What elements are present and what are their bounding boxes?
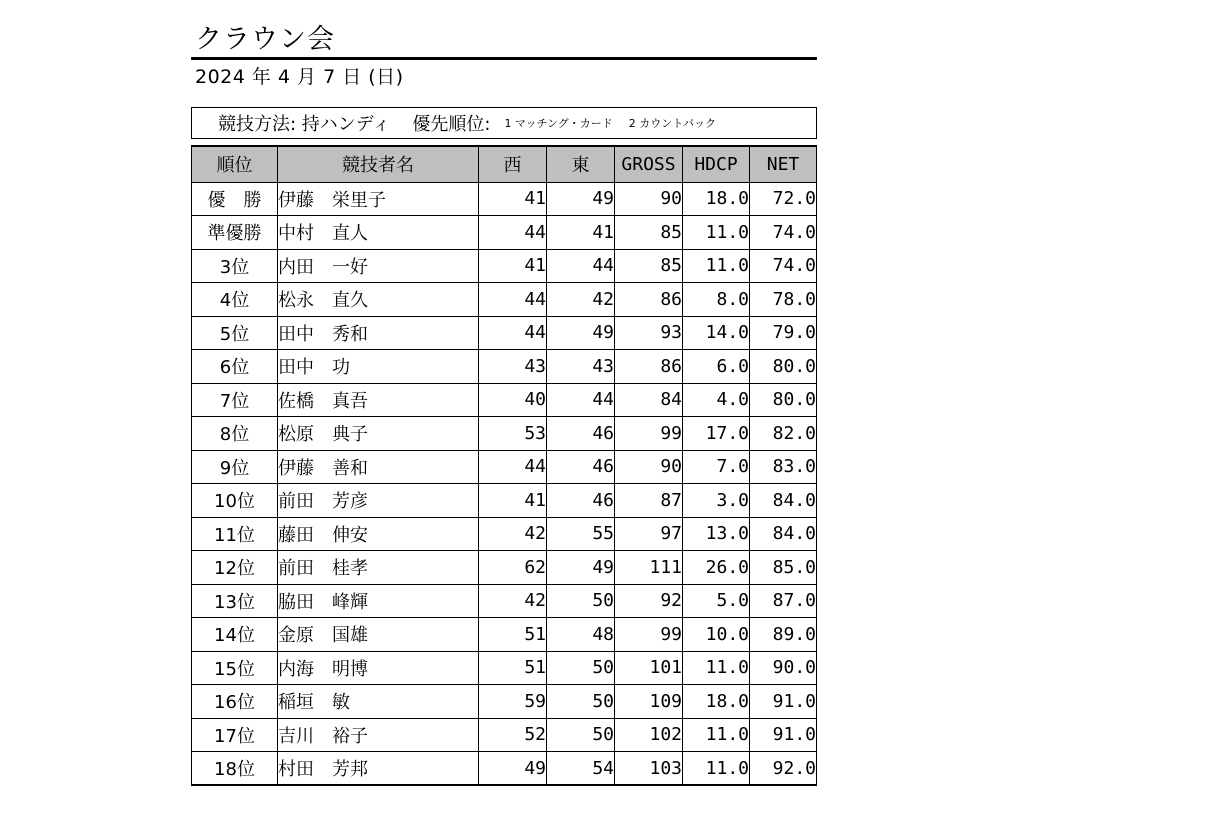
net-score-cell: 90.0 xyxy=(750,651,817,685)
west-score-cell: 59 xyxy=(479,685,547,719)
gross-score-cell: 109 xyxy=(615,685,683,719)
east-score-cell: 42 xyxy=(547,283,615,317)
table-row xyxy=(192,283,817,317)
player-name-cell: 田中 功 xyxy=(278,350,479,384)
rank-cell: 3位 xyxy=(192,249,278,283)
header-hdcp: HDCP xyxy=(683,146,750,182)
gross-score-cell: 103 xyxy=(615,752,683,786)
gross-score-cell: 99 xyxy=(615,618,683,652)
player-name-cell: 稲垣 敏 xyxy=(278,685,479,719)
gross-score-cell: 86 xyxy=(615,350,683,384)
east-score-cell: 41 xyxy=(547,216,615,250)
player-name-cell: 田中 秀和 xyxy=(278,316,479,350)
gross-score-cell: 87 xyxy=(615,484,683,518)
net-score-cell: 87.0 xyxy=(750,584,817,618)
gross-score-cell: 99 xyxy=(615,417,683,451)
west-score-cell: 51 xyxy=(479,618,547,652)
net-score-cell: 78.0 xyxy=(750,283,817,317)
table-row xyxy=(192,383,817,417)
player-name-cell: 内海 明博 xyxy=(278,651,479,685)
handicap-cell: 18.0 xyxy=(683,685,750,719)
net-score-cell: 72.0 xyxy=(750,182,817,216)
competition-method-box xyxy=(191,107,817,139)
east-score-cell: 54 xyxy=(547,752,615,786)
net-score-cell: 91.0 xyxy=(750,685,817,719)
player-name-cell: 伊藤 善和 xyxy=(278,450,479,484)
gross-score-cell: 84 xyxy=(615,383,683,417)
net-score-cell: 80.0 xyxy=(750,350,817,384)
rank-cell: 16位 xyxy=(192,685,278,719)
handicap-cell: 6.0 xyxy=(683,350,750,384)
results-table xyxy=(191,145,817,786)
player-name-cell: 松永 直久 xyxy=(278,283,479,317)
handicap-cell: 26.0 xyxy=(683,551,750,585)
table-row xyxy=(192,685,817,719)
player-name-cell: 松原 典子 xyxy=(278,417,479,451)
handicap-cell: 17.0 xyxy=(683,417,750,451)
handicap-cell: 3.0 xyxy=(683,484,750,518)
east-score-cell: 50 xyxy=(547,685,615,719)
handicap-cell: 11.0 xyxy=(683,752,750,786)
handicap-cell: 13.0 xyxy=(683,517,750,551)
net-score-cell: 91.0 xyxy=(750,718,817,752)
gross-score-cell: 102 xyxy=(615,718,683,752)
west-score-cell: 43 xyxy=(479,350,547,384)
table-row xyxy=(192,249,817,283)
header-rank: 順位 xyxy=(192,146,278,182)
net-score-cell: 84.0 xyxy=(750,484,817,518)
header-gross: GROSS xyxy=(615,146,683,182)
gross-score-cell: 85 xyxy=(615,249,683,283)
west-score-cell: 44 xyxy=(479,283,547,317)
net-score-cell: 83.0 xyxy=(750,450,817,484)
rank-cell: 13位 xyxy=(192,584,278,618)
player-name-cell: 藤田 伸安 xyxy=(278,517,479,551)
table-row xyxy=(192,450,817,484)
page-title: クラウン会 xyxy=(195,24,335,55)
player-name-cell: 中村 直人 xyxy=(278,216,479,250)
rank-cell: 10位 xyxy=(192,484,278,518)
handicap-cell: 11.0 xyxy=(683,249,750,283)
rank-cell: 優 勝 xyxy=(192,182,278,216)
rank-cell: 14位 xyxy=(192,618,278,652)
east-score-cell: 44 xyxy=(547,383,615,417)
handicap-cell: 5.0 xyxy=(683,584,750,618)
rank-cell: 11位 xyxy=(192,517,278,551)
rank-cell: 7位 xyxy=(192,383,278,417)
net-score-cell: 85.0 xyxy=(750,551,817,585)
method-label: 競技方法: 持ハンディ xyxy=(218,114,391,135)
west-score-cell: 49 xyxy=(479,752,547,786)
west-score-cell: 41 xyxy=(479,249,547,283)
handicap-cell: 7.0 xyxy=(683,450,750,484)
east-score-cell: 55 xyxy=(547,517,615,551)
rank-cell: 15位 xyxy=(192,651,278,685)
net-score-cell: 89.0 xyxy=(750,618,817,652)
rank-cell: 5位 xyxy=(192,316,278,350)
header-name: 競技者名 xyxy=(278,146,479,182)
player-name-cell: 村田 芳邦 xyxy=(278,752,479,786)
east-score-cell: 43 xyxy=(547,350,615,384)
west-score-cell: 40 xyxy=(479,383,547,417)
player-name-cell: 前田 芳彦 xyxy=(278,484,479,518)
table-row xyxy=(192,752,817,786)
net-score-cell: 74.0 xyxy=(750,249,817,283)
table-row xyxy=(192,584,817,618)
net-score-cell: 74.0 xyxy=(750,216,817,250)
table-row xyxy=(192,517,817,551)
east-score-cell: 49 xyxy=(547,182,615,216)
net-score-cell: 79.0 xyxy=(750,316,817,350)
east-score-cell: 46 xyxy=(547,450,615,484)
net-score-cell: 92.0 xyxy=(750,752,817,786)
table-row xyxy=(192,216,817,250)
east-score-cell: 50 xyxy=(547,718,615,752)
table-row xyxy=(192,316,817,350)
handicap-cell: 14.0 xyxy=(683,316,750,350)
gross-score-cell: 92 xyxy=(615,584,683,618)
gross-score-cell: 101 xyxy=(615,651,683,685)
west-score-cell: 52 xyxy=(479,718,547,752)
east-score-cell: 50 xyxy=(547,584,615,618)
gross-score-cell: 93 xyxy=(615,316,683,350)
net-score-cell: 80.0 xyxy=(750,383,817,417)
rank-cell: 17位 xyxy=(192,718,278,752)
table-row xyxy=(192,484,817,518)
east-score-cell: 46 xyxy=(547,417,615,451)
gross-score-cell: 85 xyxy=(615,216,683,250)
rank-cell: 12位 xyxy=(192,551,278,585)
west-score-cell: 44 xyxy=(479,316,547,350)
rank-cell: 6位 xyxy=(192,350,278,384)
east-score-cell: 50 xyxy=(547,651,615,685)
table-row xyxy=(192,718,817,752)
rank-cell: 9位 xyxy=(192,450,278,484)
gross-score-cell: 111 xyxy=(615,551,683,585)
east-score-cell: 49 xyxy=(547,316,615,350)
table-row xyxy=(192,551,817,585)
player-name-cell: 伊藤 栄里子 xyxy=(278,182,479,216)
header-net: NET xyxy=(750,146,817,182)
rank-cell: 4位 xyxy=(192,283,278,317)
table-row xyxy=(192,182,817,216)
west-score-cell: 44 xyxy=(479,216,547,250)
rank-cell: 18位 xyxy=(192,752,278,786)
east-score-cell: 44 xyxy=(547,249,615,283)
west-score-cell: 51 xyxy=(479,651,547,685)
table-row xyxy=(192,350,817,384)
net-score-cell: 82.0 xyxy=(750,417,817,451)
player-name-cell: 佐橋 真吾 xyxy=(278,383,479,417)
west-score-cell: 44 xyxy=(479,450,547,484)
handicap-cell: 11.0 xyxy=(683,651,750,685)
table-row xyxy=(192,417,817,451)
player-name-cell: 吉川 裕子 xyxy=(278,718,479,752)
priority-label: 優先順位: xyxy=(412,114,491,135)
priority-2: 2 カウントバック xyxy=(628,117,717,130)
handicap-cell: 18.0 xyxy=(683,182,750,216)
east-score-cell: 46 xyxy=(547,484,615,518)
east-score-cell: 49 xyxy=(547,551,615,585)
gross-score-cell: 97 xyxy=(615,517,683,551)
net-score-cell: 84.0 xyxy=(750,517,817,551)
table-row xyxy=(192,651,817,685)
west-score-cell: 62 xyxy=(479,551,547,585)
event-date: 2024 年 4 月 7 日 (日) xyxy=(195,66,404,88)
west-score-cell: 41 xyxy=(479,182,547,216)
table-row xyxy=(192,618,817,652)
player-name-cell: 脇田 峰輝 xyxy=(278,584,479,618)
handicap-cell: 10.0 xyxy=(683,618,750,652)
player-name-cell: 内田 一好 xyxy=(278,249,479,283)
rank-cell: 8位 xyxy=(192,417,278,451)
west-score-cell: 42 xyxy=(479,517,547,551)
gross-score-cell: 90 xyxy=(615,450,683,484)
player-name-cell: 金原 国雄 xyxy=(278,618,479,652)
east-score-cell: 48 xyxy=(547,618,615,652)
handicap-cell: 8.0 xyxy=(683,283,750,317)
title-underline xyxy=(191,57,817,60)
west-score-cell: 53 xyxy=(479,417,547,451)
gross-score-cell: 90 xyxy=(615,182,683,216)
gross-score-cell: 86 xyxy=(615,283,683,317)
handicap-cell: 11.0 xyxy=(683,718,750,752)
priority-1: 1 マッチング・カード xyxy=(504,117,613,130)
handicap-cell: 11.0 xyxy=(683,216,750,250)
header-west: 西 xyxy=(479,146,547,182)
table-header-row xyxy=(192,146,817,182)
header-east: 東 xyxy=(547,146,615,182)
player-name-cell: 前田 桂孝 xyxy=(278,551,479,585)
rank-cell: 準優勝 xyxy=(192,216,278,250)
west-score-cell: 42 xyxy=(479,584,547,618)
handicap-cell: 4.0 xyxy=(683,383,750,417)
west-score-cell: 41 xyxy=(479,484,547,518)
